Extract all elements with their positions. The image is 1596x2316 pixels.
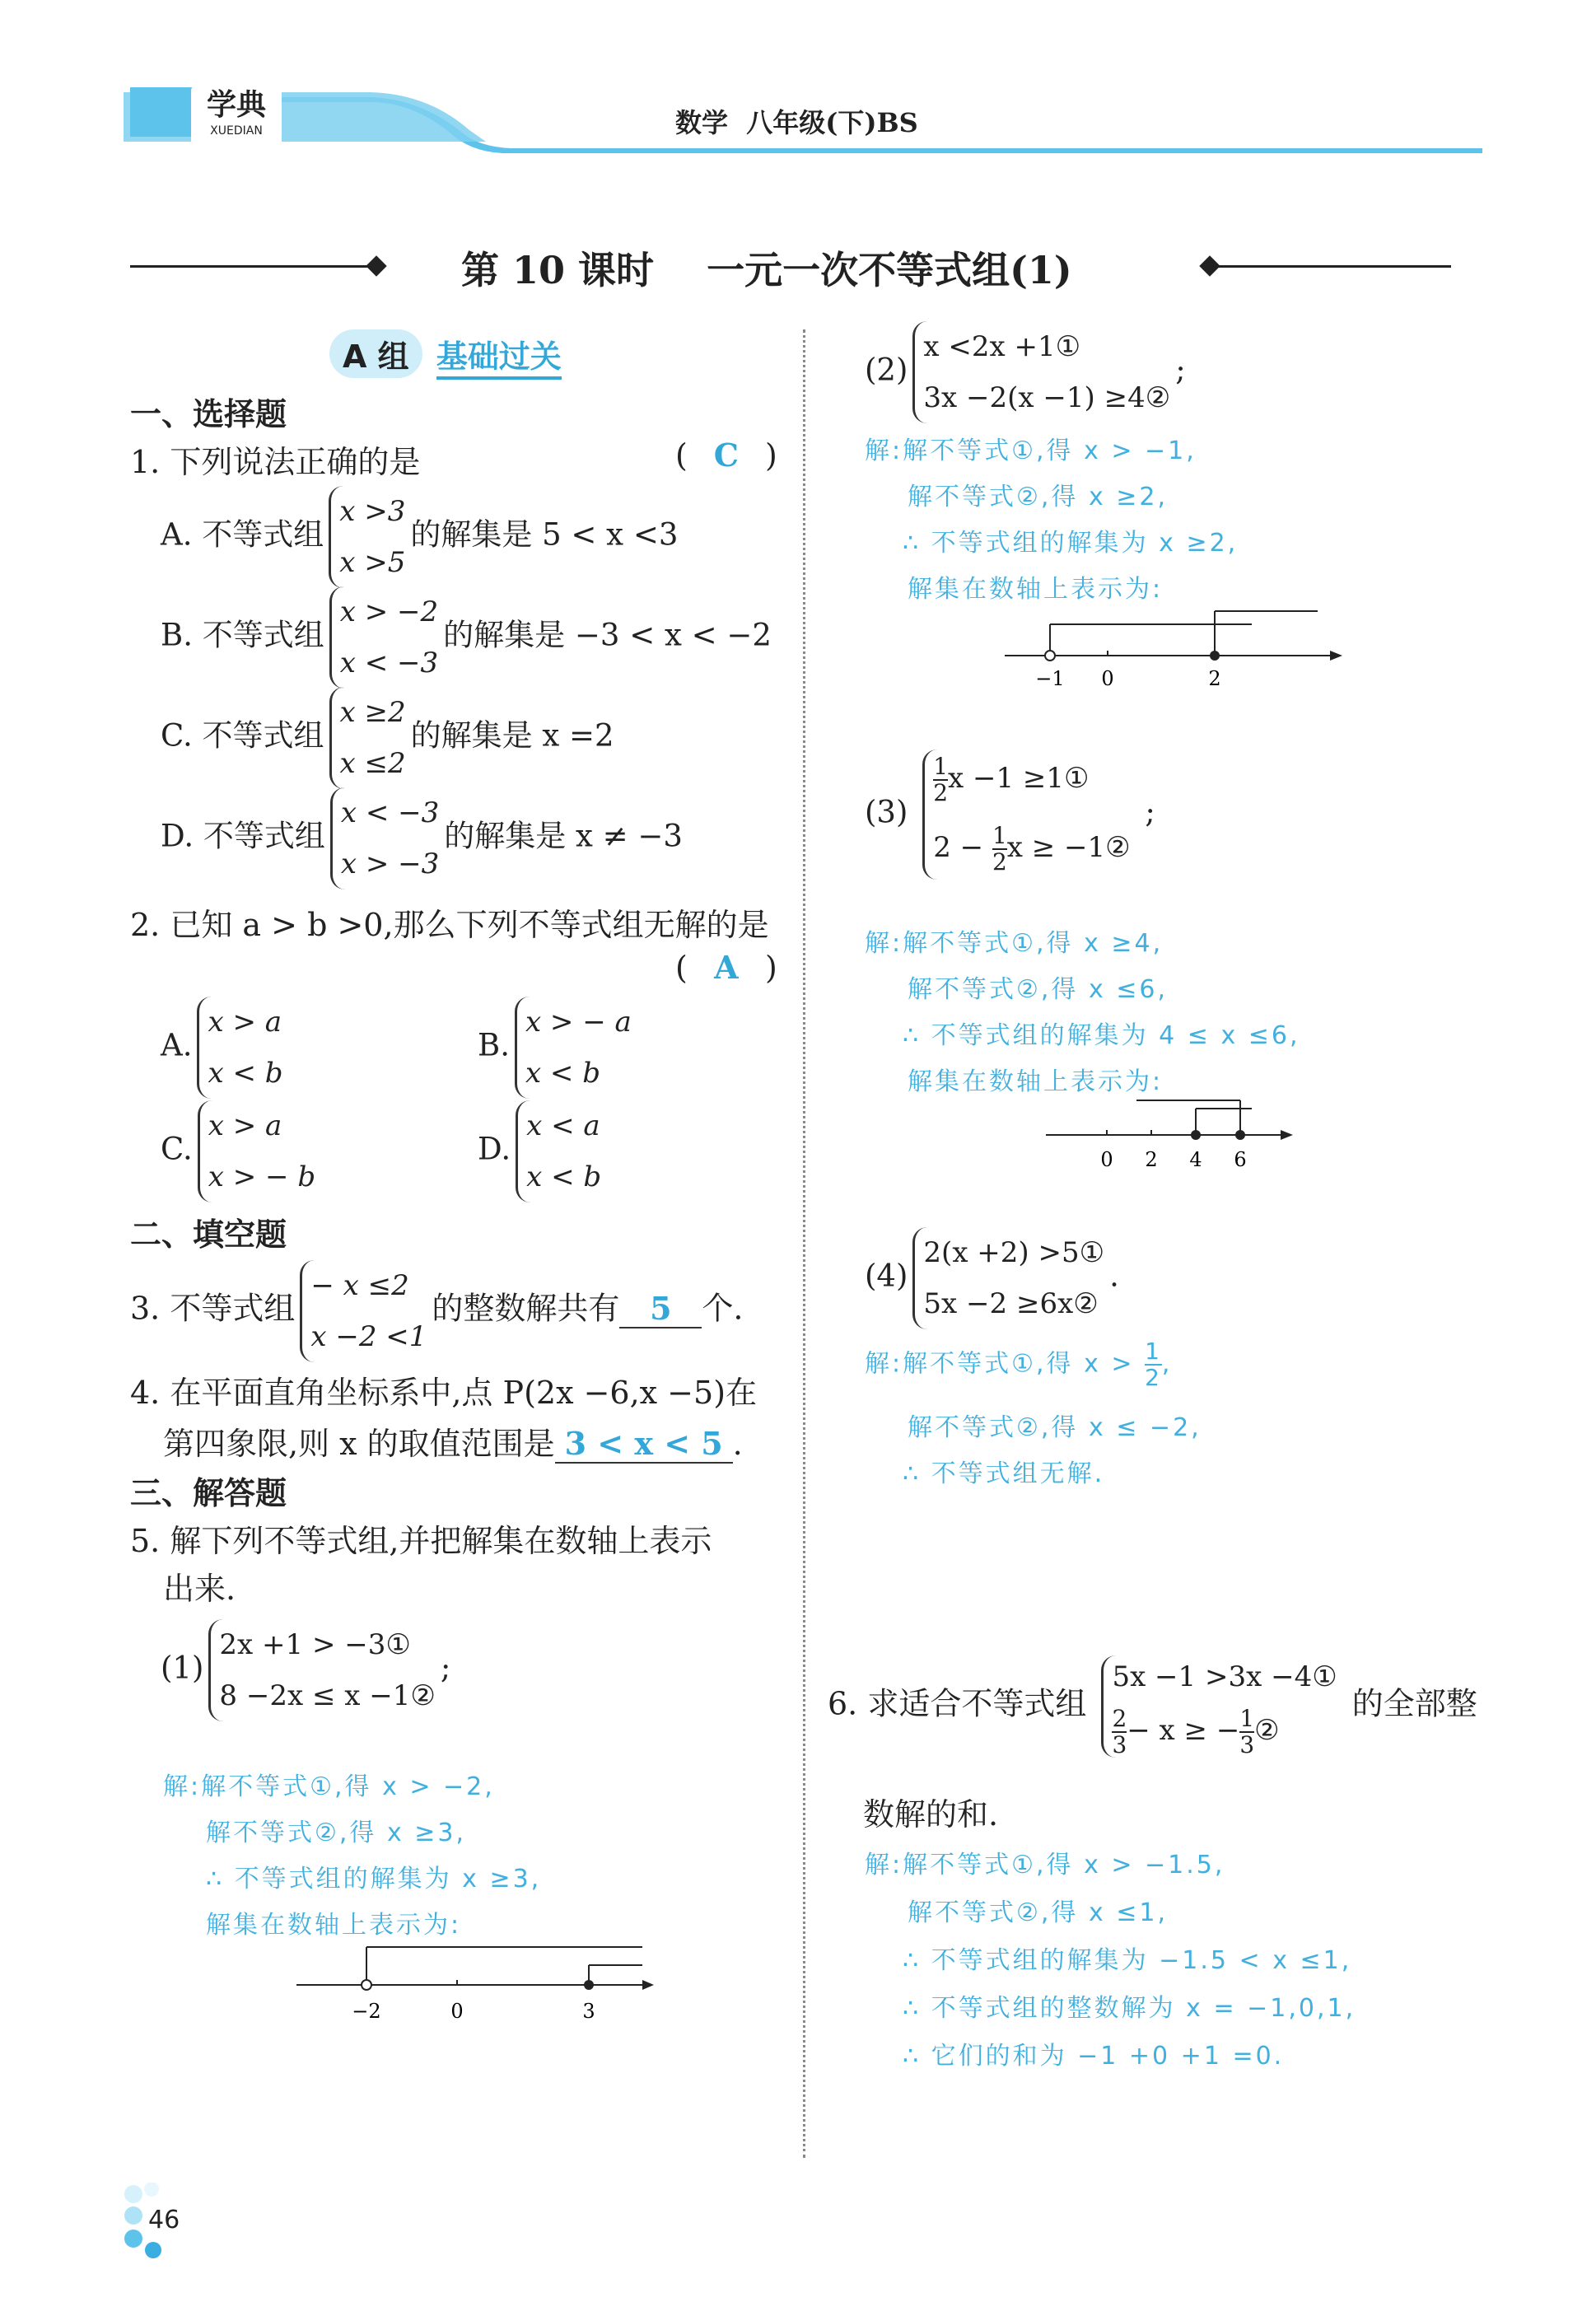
solution-line: 解集在数轴上表示为: [206,1911,462,1940]
q5-stem-line2: 出来. [163,1571,236,1607]
inequality-system [330,787,439,890]
sys-line [1112,1707,1337,1758]
q6-solution [865,1842,1356,2080]
q5-part1 [161,1619,450,1721]
title-rule-right [1212,265,1451,268]
q4-line1: 4. 在平面直角坐标系中,点 P(2x −6,x −5)在 [130,1375,758,1411]
q4-suffix: . [732,1426,743,1462]
option-label: A. 不等式组 [161,516,324,553]
q5-part2-solution [865,428,1238,613]
q2-answer: A [714,949,739,986]
option-label: D. [478,1131,511,1167]
inequality-system [329,687,406,789]
q5-part1-solution [163,1764,541,1949]
q6-prefix: 6. 求适合不等式组 [828,1685,1087,1722]
sys-line: x < −3 [340,796,440,829]
section-choice: 一、选择题 [130,396,287,432]
paren-close: ) [765,950,777,986]
sys-line: 3x −2(x −1) ≥4② [923,381,1171,414]
part-end: ; [1175,352,1186,388]
sys-line: x < −3 [339,647,439,679]
solution-line: 解不等式②,得 x ≥3, [206,1819,467,1847]
sys-line [933,824,1130,875]
q3-suffix: 个. [702,1290,744,1327]
tick-label: 3 [582,2000,595,2023]
fraction [1145,1339,1162,1390]
fraction [992,824,1007,875]
q3-answer: 5 [619,1290,702,1328]
solution-line: ∴ 不等式组的整数解为 x = −1,0,1, [903,1994,1356,2023]
fraction-num: 2 [1112,1705,1127,1732]
q6-stem [828,1655,1477,1758]
part-end: . [1109,1258,1119,1294]
q5-part3-solution [865,921,1300,1105]
part-end: ; [440,1650,451,1686]
inequality-system [208,1619,435,1721]
sys-line: x > a [208,1006,282,1039]
tick-label: 6 [1234,1148,1247,1171]
q4-line2 [163,1418,743,1464]
q4-answer: 3 < x < 5 [555,1425,733,1464]
sys-line: x > −2 [339,595,439,628]
sys-line: x < b [525,1057,600,1090]
solution-line: ∴ 不等式组的解集为 4 ≤ x ≤6, [903,1021,1300,1050]
q2-option-d [478,1100,606,1202]
solution-line: 解不等式②,得 x ≤1, [908,1898,1169,1927]
solution-line: 解集在数轴上表示为: [908,575,1164,604]
inequality-system [329,486,405,588]
solution-line: ∴ 不等式组无解. [903,1459,1105,1488]
solution-line: ∴ 不等式组的解集为 x ≥2, [903,529,1239,558]
fraction [933,754,948,805]
group-badge-row [329,329,562,380]
sys-line: x <2x +1① [923,330,1081,363]
q3 [130,1260,743,1362]
solution-line: ∴ 它们的和为 −1 +0 +1 =0. [903,2042,1285,2071]
paren-open: ( [675,950,688,986]
solution-line: 解:解不等式①,得 x ≥4, [865,929,1164,958]
q5-stem-line1: 5. 解下列不等式组,并把解集在数轴上表示 [130,1523,712,1559]
solution-line: 解不等式②,得 x ≤ −2, [908,1413,1202,1442]
logo-sub: XUEDIAN [210,124,263,138]
sys-line: − x ≤2 [310,1269,409,1302]
tick-label: 2 [1145,1148,1158,1171]
solution-line: ∴ 不等式组的解集为 −1.5 < x ≤1, [903,1946,1352,1975]
fraction-den: 3 [1239,1731,1255,1758]
fraction-den: 2 [933,779,949,806]
solution-line: 解:解不等式①,得 x > −1, [865,437,1197,465]
q2-option-c [161,1100,320,1202]
q1-stem: 1. 下列说法正确的是 [130,444,421,480]
inequality-system [198,1100,315,1202]
q2-option-b [478,997,637,1099]
inequality-system [300,1260,427,1362]
tick-label: 0 [450,2000,464,2023]
inequality-system [329,586,438,689]
section-solve: 三、解答题 [130,1475,287,1511]
solution-line: 解集在数轴上表示为: [908,1067,1164,1096]
q6-suffix: 的全部整 [1351,1685,1477,1722]
q2-option-a [161,997,288,1099]
part-end: ; [1145,794,1155,830]
tick-label: 0 [1100,1148,1113,1171]
option-tail: 的解集是 x ≠ −3 [444,818,683,854]
tick-label: 4 [1189,1148,1202,1171]
sys-line: 5x −1 >3x −4① [1112,1660,1337,1693]
sys-line: 5x −2 ≥6x② [923,1287,1099,1320]
q5-part4-solution [865,1339,1202,1497]
q1-answer-paren [675,437,777,474]
q3-prefix: 3. 不等式组 [130,1290,296,1327]
part-label: (1) [161,1650,204,1686]
sys-line [933,754,1130,805]
logo [191,86,282,145]
solution-line: 解:解不等式①,得 x > −1.5, [865,1851,1225,1879]
q1-answer: C [713,437,740,474]
title-rule-left [130,265,377,268]
sys-line: 8 −2x ≤ x −1② [219,1679,436,1712]
inequality-system [197,997,282,1099]
sys-end: ② [1254,1714,1280,1747]
subject-label: 数学 八年级(下)BS [675,107,918,138]
number-line-part3 [1046,1092,1309,1174]
fraction-num: 1 [992,822,1007,849]
fraction-num: 1 [1239,1705,1255,1732]
option-label: D. 不等式组 [161,818,325,854]
sys-rest: x −1 ≥1① [948,762,1090,795]
inequality-system [515,997,632,1099]
fraction [1112,1707,1127,1758]
paren-open: ( [675,437,688,474]
option-label: B. [478,1027,510,1063]
fraction-den: 2 [1145,1364,1162,1391]
q3-middle: 的整数解共有 [432,1290,620,1327]
page-number: 46 [148,2206,180,2234]
lesson-title: 第 10 课时 一元一次不等式组(1) [461,248,1072,292]
solution-line: 解不等式②,得 x ≥2, [908,483,1169,511]
sys-mid: − x ≥ − [1127,1714,1240,1747]
fraction-num: 1 [1145,1338,1162,1365]
sys-line: x ≤2 [339,747,406,780]
sys-line: x < a [526,1109,600,1142]
sys-line: x < b [526,1160,602,1193]
q5-part3 [865,749,1155,880]
tick-label: 0 [1101,667,1114,690]
part-label: (3) [865,794,908,830]
option-label: C. 不等式组 [161,717,324,754]
q5-part4 [865,1227,1119,1329]
solution-line: ∴ 不等式组的解集为 x ≥3, [206,1865,542,1893]
sys-line: x > − a [525,1006,632,1039]
inequality-system [912,321,1170,423]
number-line-part1 [296,1935,659,2026]
q2-stem: 2. 已知 a > b >0,那么下列不等式组无解的是 [130,907,769,943]
q1-option-b [161,586,772,689]
fraction-den: 2 [992,848,1007,876]
part-label: (2) [865,352,908,388]
tick-label: 2 [1208,667,1221,690]
sys-line: x < b [208,1057,283,1090]
fraction-num: 1 [933,753,949,780]
group-badge: A 组 [329,329,422,378]
tick-label: −1 [1035,667,1065,690]
column-divider [803,329,805,2158]
q1-option-a [161,486,678,588]
paren-close: ) [765,437,777,474]
sys-line: x ≥2 [339,696,406,729]
sys-line: x > −3 [340,847,440,880]
solution-line: 解不等式②,得 x ≤6, [908,975,1169,1004]
solution-end: , [1161,1349,1173,1379]
sys-line: x >3 [339,495,406,528]
option-label: B. 不等式组 [161,617,324,653]
q1-option-d [161,787,683,890]
sys-line: x > − b [208,1160,316,1193]
option-tail: 的解集是 x =2 [410,717,614,754]
solution-line [865,1339,1202,1390]
sys-rest: x ≥ −1② [1006,831,1131,864]
inequality-system [1101,1655,1337,1758]
logo-text: 学典 [206,87,266,122]
sys-line: x >5 [339,546,406,579]
q5-part2 [865,321,1186,423]
q6-line2: 数解的和. [863,1796,999,1833]
tick-label: −2 [352,2000,381,2023]
fraction-den: 3 [1112,1731,1127,1758]
option-label: C. [161,1131,193,1167]
option-tail: 的解集是 −3 < x < −2 [443,617,772,653]
sys-line: 2x +1 > −3① [219,1628,411,1661]
solution-line: 解:解不等式①,得 x > −2, [163,1772,495,1801]
q1-option-c [161,687,614,789]
q2-answer-paren [675,949,777,986]
sys-line: x > a [208,1109,282,1142]
solution-pre: 解:解不等式①,得 x > [865,1349,1135,1379]
part-label: (4) [865,1258,908,1294]
sys-line: 2(x +2) >5① [923,1236,1105,1269]
option-tail: 的解集是 5 < x <3 [410,516,679,553]
option-label: A. [161,1027,193,1063]
fraction [1239,1707,1254,1758]
inequality-system [516,1100,601,1202]
number-line-part2 [1005,601,1351,692]
group-name: 基础过关 [436,331,562,380]
inequality-system [912,1227,1104,1329]
inequality-system [922,749,1130,880]
section-fill: 二、填空题 [130,1216,287,1253]
title-diamond-left [366,255,386,276]
sys-pre: 2 − [933,831,984,864]
q4-prefix: 第四象限,则 x 的取值范围是 [163,1426,555,1462]
sys-line: x −2 <1 [310,1320,427,1353]
